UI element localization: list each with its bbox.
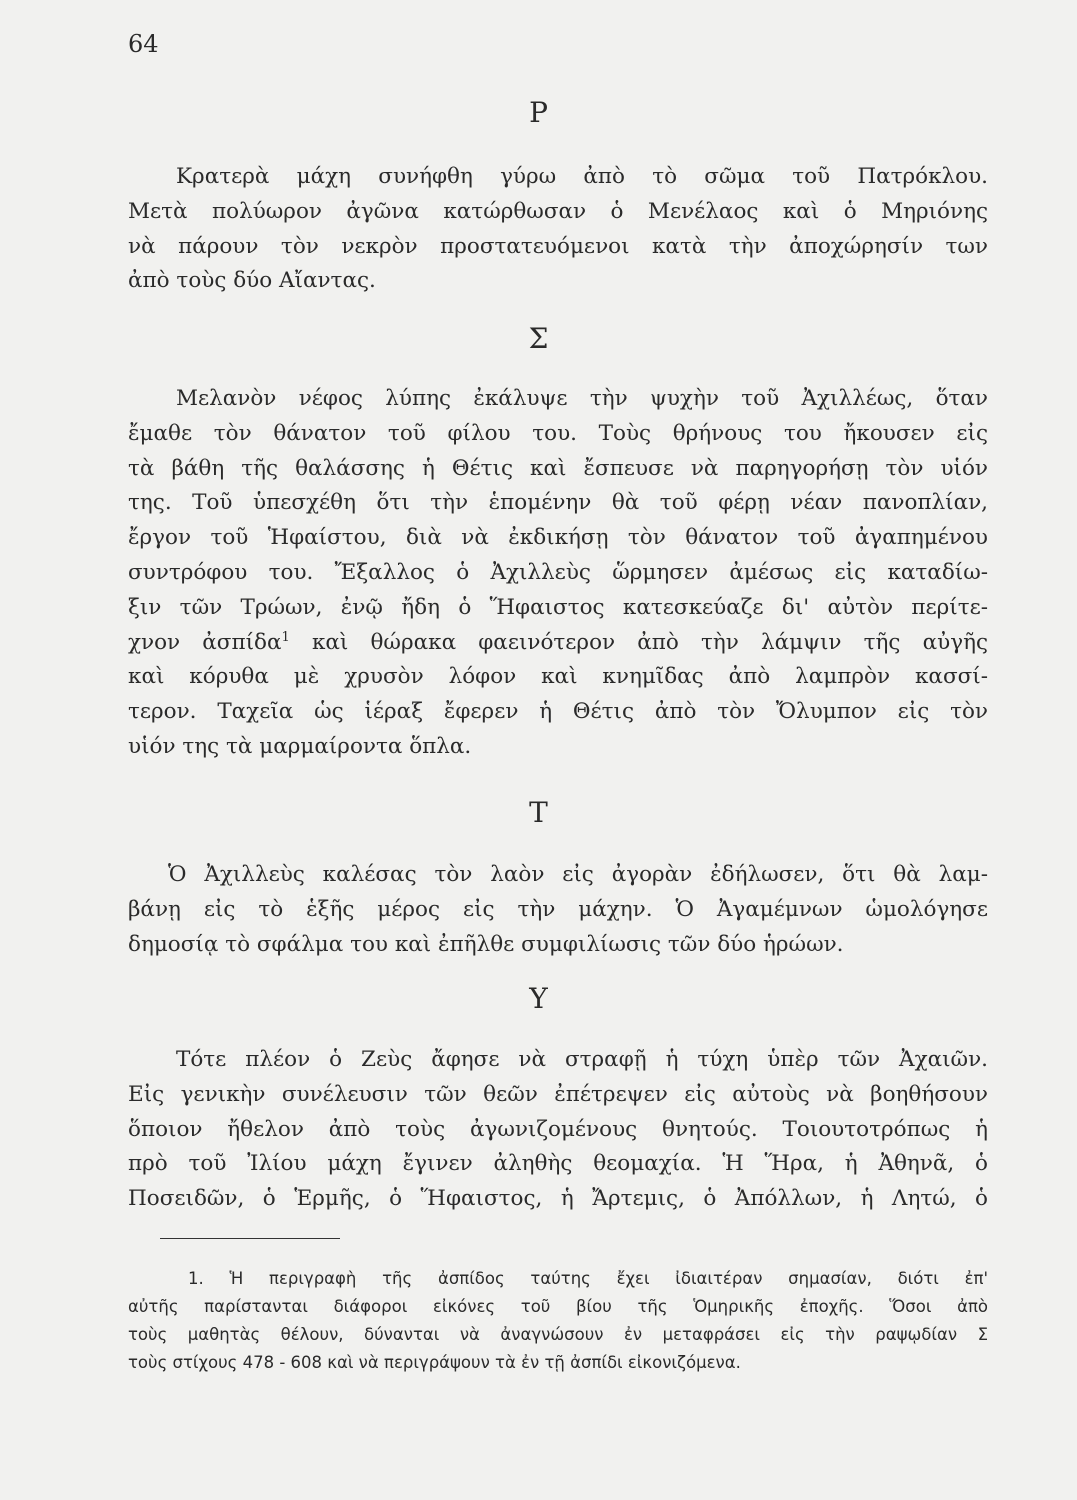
text-line: υἱόν της τὰ μαρμαίροντα ὅπλα. [128, 733, 472, 759]
footnote-line: αὐτῆς παρίστανται διάφοροι εἰκόνες τοῦ βίου τῆς Ὁμηρικῆς ἐποχῆς. Ὅσοι ἀπὸ [128, 1297, 988, 1316]
text-line: τὰ βάθη τῆς θαλάσσης ἡ Θέτις καὶ ἔσπευσε νὰ παρηγορήσῃ τὸν υἱόν [128, 455, 988, 481]
text-line: Ὁ Ἀχιλλεὺς καλέσας τὸν λαὸν εἰς ἀγορὰν ἐδήλωσεν, ὅτι θὰ λαμ- [168, 862, 988, 887]
footnote-divider [160, 1238, 340, 1239]
text-line: της. Τοῦ ὑπεσχέθη ὅτι τὴν ἑπομένην θὰ τοῦ φέρῃ νέαν πανοπλίαν, [128, 490, 988, 516]
text-segment: καὶ θώρακα φαεινότερον ἀπὸ τὴν λάμψιν τῆς αὐγῆς [289, 629, 988, 655]
section-letter-rho: Ρ [529, 96, 548, 129]
footnote-line: 1. Ἡ περιγραφὴ τῆς ἀσπίδος ταύτης ἔχει ἰδιαιτέραν σημασίαν, διότι ἐπ' [188, 1269, 988, 1288]
footnote-reference: 1 [281, 629, 290, 645]
paragraph-rho [128, 160, 988, 299]
paragraph-tau [128, 858, 988, 962]
text-line: ὅποιον ἤθελον ἀπὸ τοὺς ἀγωνιζομένους θνητούς. Τοιουτοτρόπως ἡ [128, 1116, 988, 1142]
text-line: πρὸ τοῦ Ἰλίου μάχη ἔγινεν ἀληθὴς θεομαχία. Ἡ Ἥρα, ἡ Ἀθηνᾶ, ὁ [128, 1151, 988, 1177]
text-line: Εἰς γενικὴν συνέλευσιν τῶν θεῶν ἐπέτρεψεν εἰς αὐτοὺς νὰ βοηθήσουν [128, 1081, 988, 1107]
paragraph-sigma [128, 382, 988, 765]
text-line: Μετὰ πολύωρον ἀγῶνα κατώρθωσαν ὁ Μενέλαος καὶ ὁ Μηριόνης [128, 198, 988, 224]
text-line: Μελανὸν νέφος λύπης ἐκάλυψε τὴν ψυχὴν τοῦ Ἀχιλλέως, ὅταν [176, 386, 988, 411]
section-letter-upsilon: Υ [529, 982, 548, 1015]
text-line: δημοσίᾳ τὸ σφάλμα του καὶ ἐπῆλθε συμφιλίωσις τῶν δύο ἡρώων. [128, 931, 844, 957]
footnote-line: τοὺς μαθητὰς θέλουν, δύνανται νὰ ἀναγνώσουν ἐν μεταφράσει εἰς τὴν ραψῳδίαν Σ [128, 1325, 988, 1344]
section-letter-tau: Τ [529, 796, 548, 829]
footnote [128, 1265, 988, 1377]
text-line: Τότε πλέον ὁ Ζεὺς ἄφησε νὰ στραφῇ ἡ τύχη ὑπὲρ τῶν Ἀχαιῶν. [176, 1047, 988, 1072]
footnote-line: τοὺς στίχους 478 - 608 καὶ νὰ περιγράψουν τὰ ἐν τῇ ἀσπίδι εἰκονιζόμενα. [128, 1353, 741, 1372]
text-line: Ποσειδῶν, ὁ Ἑρμῆς, ὁ Ἥφαιστος, ἡ Ἄρτεμις, ὁ Ἀπόλλων, ἡ Λητώ, ὁ [128, 1186, 988, 1212]
text-line: ἀπὸ τοὺς δύο Αἴαντας. [128, 268, 376, 294]
text-line: Κρατερὰ μάχη συνήφθη γύρω ἀπὸ τὸ σῶμα τοῦ Πατρόκλου. [176, 164, 988, 189]
text-line: νὰ πάρουν τὸν νεκρὸν προστατευόμενοι κατὰ τὴν ἀποχώρησίν των [128, 233, 988, 259]
text-segment: χνον ἀσπίδα [128, 629, 282, 655]
text-line: ξιν τῶν Τρώων, ἐνῷ ἤδη ὁ Ἥφαιστος κατεσκεύαζε δι' αὐτὸν περίτε- [128, 594, 988, 620]
text-line: ἔμαθε τὸν θάνατον τοῦ φίλου του. Τοὺς θρήνους του ἤκουσεν εἰς [128, 420, 988, 446]
paragraph-upsilon [128, 1043, 988, 1217]
text-line: τερον. Ταχεῖα ὡς ἱέραξ ἔφερεν ἡ Θέτις ἀπὸ τὸν Ὄλυμπον εἰς τὸν [128, 699, 988, 725]
text-line: συντρόφου του. Ἔξαλλος ὁ Ἀχιλλεὺς ὥρμησεν ἀμέσως εἰς καταδίω- [128, 559, 988, 585]
section-letter-sigma: Σ [528, 322, 549, 355]
text-line: καὶ κόρυθα μὲ χρυσὸν λόφον καὶ κνημῖδας ἀπὸ λαμπρὸν κασσί- [128, 664, 988, 690]
text-line: βάνῃ εἰς τὸ ἑξῆς μέρος εἰς τὴν μάχην. Ὁ Ἀγαμέμνων ὡμολόγησε [128, 896, 988, 922]
page-number: 64 [128, 30, 159, 58]
text-line-with-footnote [128, 626, 988, 661]
text-line: ἔργον τοῦ Ἡφαίστου, διὰ νὰ ἐκδικήσῃ τὸν θάνατον τοῦ ἀγαπημένου [128, 525, 988, 551]
